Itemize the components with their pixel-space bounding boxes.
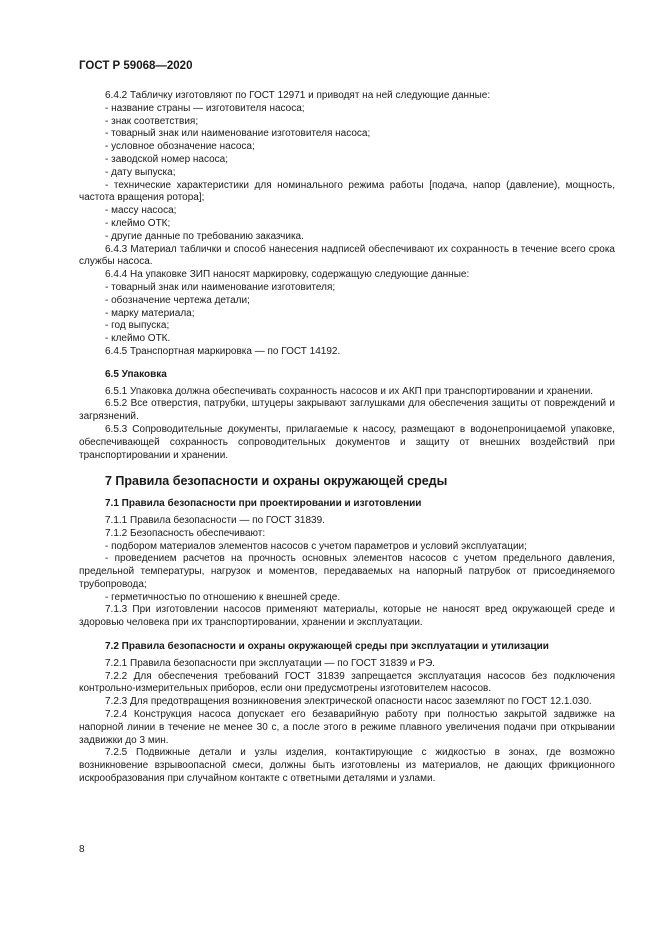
list-item: - год выпуска; — [105, 320, 170, 332]
paragraph: 7.2.1 Правила безопасности при эксплуатации — по ГОСТ 31839 и РЭ. — [105, 657, 436, 669]
list-item: - знак соответствия; — [105, 115, 199, 127]
paragraph: 7.1.2 Безопасность обеспечивают: — [105, 527, 266, 539]
paragraph: 7.1.3 При изготовлении насосов применяют материалы, которые не наносят вред окружающей среде и здоровью человека при их транспортировании, хранении и эксплуатации. — [79, 604, 615, 629]
paragraph: 6.4.3 Материал таблички и способ нанесения надписей обеспечивают их сохранность в течение всего срока службы насоса. — [79, 243, 615, 268]
paragraph: 6.5.2 Все отверстия, патрубки, штуцеры закрывают заглушками для обеспечения защиты от повреждений и загрязнений. — [79, 398, 615, 423]
subsection-heading: 7.2 Правила безопасности и охраны окружающей среды при эксплуатации и утилизации — [105, 641, 549, 653]
subsection-heading: 7.1 Правила безопасности при проектировании и изготовлении — [105, 498, 422, 510]
list-item: - обозначение чертежа детали; — [105, 294, 250, 306]
paragraph: 7.2.4 Конструкция насоса допускает его безаварийную работу при полностью закрытой задвижке на напорной линии в течение не менее 30 с, а после этого в режиме плавного увеличения подачи при открывании задвижки до 3 мин. — [79, 709, 615, 746]
document-body — [79, 90, 615, 786]
list-item: - название страны — изготовителя насоса; — [105, 102, 305, 114]
paragraph: 7.2.3 Для предотвращения возникновения электрической опасности насос заземляют по ГОСТ 12.1.030. — [105, 696, 592, 708]
document-header: ГОСТ Р 59068—2020 — [79, 60, 193, 72]
paragraph: - проведением расчетов на прочность основных элементов насосов с учетом предельного давления, предельной температуры, нагрузок и моментов, передаваемых на напорный патрубок от присоединяемого трубопровода; — [79, 553, 615, 590]
paragraph: 7.2.2 Для обеспечения требований ГОСТ 31839 запрещается эксплуатация насосов без подключения контрольно-измерительных приборов, если они предусмотрены изготовителем насосов. — [79, 670, 615, 695]
list-item: - другие данные по требованию заказчика. — [105, 230, 304, 242]
list-item: - подбором материалов элементов насосов с учетом параметров и условий эксплуатации; — [105, 540, 527, 552]
paragraph: 6.4.5 Транспортная маркировка — по ГОСТ 14192. — [105, 345, 341, 357]
paragraph: 7.1.1 Правила безопасности — по ГОСТ 31839. — [105, 514, 325, 526]
list-item: - дату выпуска; — [105, 166, 176, 178]
list-item: - клеймо ОТК; — [105, 217, 171, 229]
paragraph: 6.4.4 На упаковке ЗИП наносят маркировку, содержащую следующие данные: — [105, 269, 470, 281]
page-number: 8 — [79, 844, 85, 855]
paragraph: 6.4.2 Табличку изготовляют по ГОСТ 12971 и приводят на ней следующие данные: — [105, 90, 491, 101]
section-heading: 7 Правила безопасности и охраны окружающей среды — [105, 474, 448, 489]
list-item: - массу насоса; — [105, 205, 177, 217]
paragraph: 6.5.3 Сопроводительные документы, прилагаемые к насосу, размещают в водонепроницаемой упаковке, обеспечивающей сохранность сопроводительных документов и защиту от внешних воздействий при транспортировании и хранении. — [79, 423, 615, 461]
paragraph: - технические характеристики для номинального режима работы [подача, напор (давление), мощность, частота вращения ротора]; — [79, 179, 615, 204]
list-item: - товарный знак или наименование изготовителя насоса; — [105, 128, 371, 140]
paragraph: 6.5.1 Упаковка должна обеспечивать сохранность насосов и их АКП при транспортировании и хранении. — [105, 385, 594, 397]
list-item: - товарный знак или наименование изготовителя; — [105, 281, 336, 293]
list-item: - марку материала; — [105, 307, 195, 319]
list-item: - клеймо ОТК. — [105, 333, 171, 345]
list-item: - условное обозначение насоса; — [105, 141, 255, 153]
list-item: - заводской номер насоса; — [105, 153, 229, 165]
paragraph: 7.2.5 Подвижные детали и узлы изделия, контактирующие с жидкостью в зонах, где возможно возникновение взрывоопасной смеси, должны быть изготовлены из материалов, не дающих фрикционного искрообразования при случайном контакте с ответными деталями и узлами. — [79, 747, 615, 785]
subsection-heading: 6.5 Упаковка — [105, 368, 167, 380]
list-item: - герметичностью по отношению к внешней среде. — [105, 591, 341, 603]
